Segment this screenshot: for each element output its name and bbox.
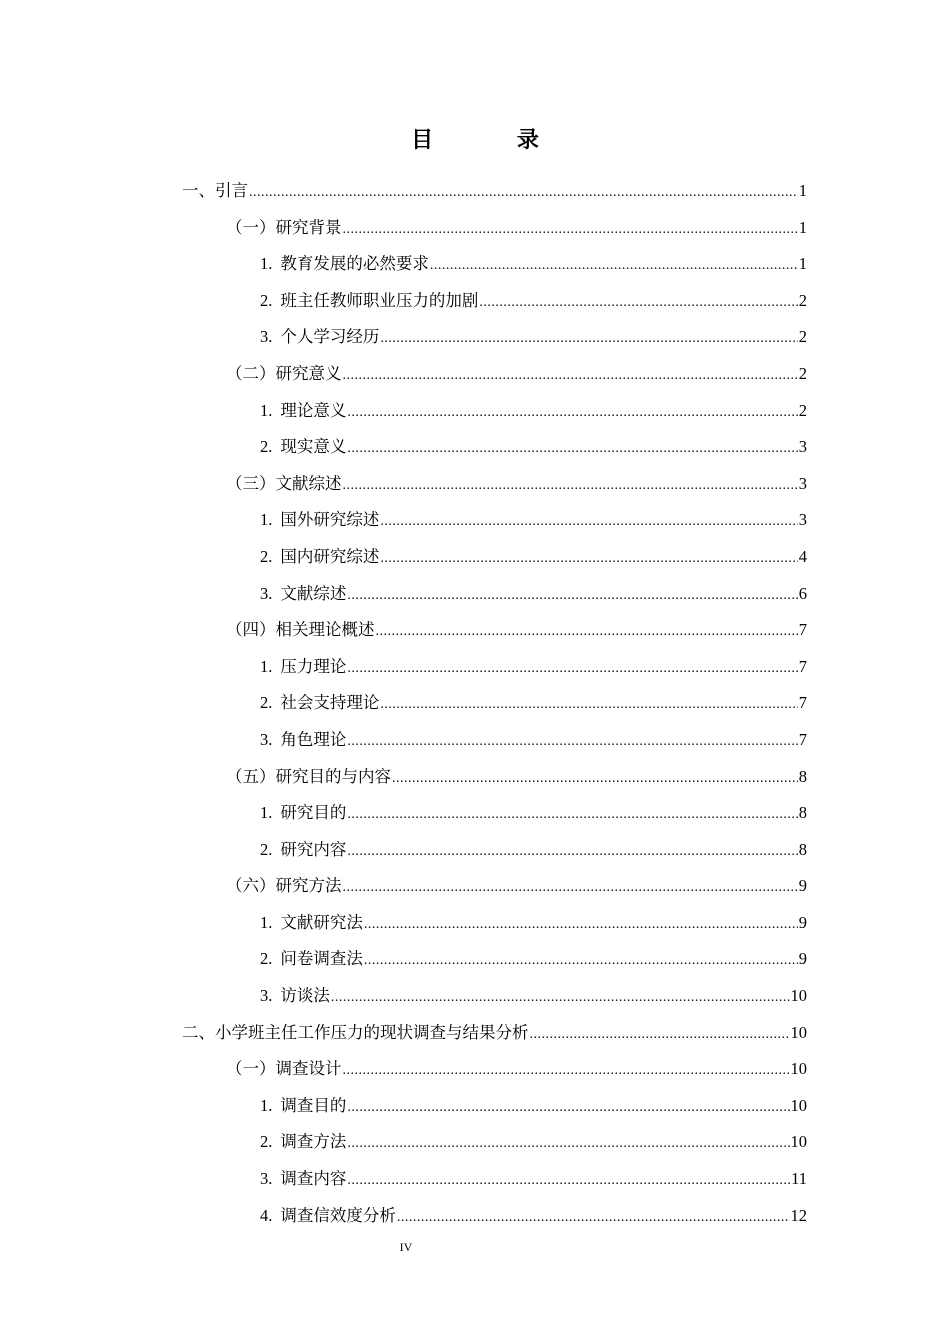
toc-entry-page: 3 [798, 473, 807, 493]
toc-entry-page: 1 [798, 254, 807, 274]
toc-dot-leader [347, 578, 797, 615]
toc-dot-leader [249, 175, 798, 212]
toc-entry-number: 2. [260, 949, 273, 969]
toc-entry[interactable] [182, 539, 807, 576]
toc-entry-label: 调查目的 [280, 1095, 347, 1115]
toc-entry-number: 3. [260, 729, 273, 749]
toc-dot-leader [343, 358, 798, 395]
toc-entry[interactable] [182, 173, 807, 210]
toc-entry-number: 2. [260, 1132, 273, 1152]
toc-dot-leader [530, 1017, 790, 1054]
toc-dot-leader [347, 1090, 789, 1127]
toc-entry-number: 2. [260, 839, 273, 859]
toc-entry-page: 2 [798, 363, 807, 383]
toc-entry-number: 1. [260, 254, 273, 274]
toc-entry-label: （一）调查设计 [226, 1059, 342, 1079]
toc-entry-label: 班主任教师职业压力的加剧 [280, 290, 479, 310]
toc-entry[interactable] [182, 1088, 807, 1125]
toc-entry-label: （三）文献综述 [226, 473, 342, 493]
toc-entry-label: （一）研究背景 [226, 217, 342, 237]
toc-entry[interactable] [182, 868, 807, 905]
toc-dot-leader [347, 1126, 789, 1163]
toc-dot-leader [343, 212, 798, 249]
toc-entry-page: 2 [798, 327, 807, 347]
toc-entry-label: 研究目的 [280, 803, 347, 823]
toc-entry[interactable] [182, 1051, 807, 1088]
toc-entry[interactable] [182, 832, 807, 869]
toc-dot-leader [343, 1053, 790, 1090]
toc-entry-label: 现实意义 [280, 437, 347, 457]
toc-entry-label: （六）研究方法 [226, 876, 342, 896]
toc-entry-label: （五）研究目的与内容 [226, 766, 391, 786]
toc-entry[interactable] [182, 283, 807, 320]
toc-entry[interactable] [182, 393, 807, 430]
toc-dot-leader [343, 468, 798, 505]
toc-entry-page: 11 [791, 1169, 807, 1189]
toc-entry[interactable] [182, 1161, 807, 1198]
toc-entry-page: 6 [798, 583, 807, 603]
toc-entry-number: 2. [260, 437, 273, 457]
toc-entry-page: 10 [790, 1059, 807, 1079]
toc-dot-leader [364, 943, 798, 980]
toc-entry-page: 2 [798, 400, 807, 420]
toc-entry-number: 3. [260, 986, 273, 1006]
toc-entry[interactable] [182, 319, 807, 356]
toc-entry[interactable] [182, 722, 807, 759]
toc-entry[interactable] [182, 466, 807, 503]
toc-entry-label: 教育发展的必然要求 [280, 254, 429, 274]
toc-entry-number: 4. [260, 1205, 273, 1225]
toc-entry-page: 7 [798, 656, 807, 676]
toc-entry-page: 3 [798, 437, 807, 457]
toc-entry-page: 10 [790, 1095, 807, 1115]
toc-entry-page: 8 [798, 839, 807, 859]
toc-dot-leader [380, 321, 797, 358]
toc-dot-leader [430, 248, 798, 285]
toc-entry-label: 国外研究综述 [280, 510, 380, 530]
toc-dot-leader [347, 1163, 790, 1200]
toc-entry[interactable] [182, 978, 807, 1015]
toc-entry-label: （四）相关理论概述 [226, 620, 375, 640]
toc-entry-page: 3 [798, 510, 807, 530]
toc-entry-label: 二、小学班主任工作压力的现状调查与结果分析 [182, 1022, 529, 1042]
toc-entry-number: 1. [260, 400, 273, 420]
toc-dot-leader [380, 687, 797, 724]
footer-page-number: IV [399, 1240, 413, 1254]
toc-entry-label: 问卷调查法 [280, 949, 363, 969]
toc-entry-number: 2. [260, 546, 273, 566]
toc-entry-label: 研究内容 [280, 839, 347, 859]
toc-entry-label: （二）研究意义 [226, 363, 342, 383]
toc-entry-number: 1. [260, 656, 273, 676]
toc-entry[interactable] [182, 246, 807, 283]
page-title: 目 录 [411, 127, 577, 153]
toc-entry[interactable] [182, 649, 807, 686]
toc-dot-leader [347, 724, 797, 761]
table-of-contents [182, 173, 807, 1234]
toc-entry-label: 压力理论 [280, 656, 347, 676]
toc-entry-page: 9 [798, 912, 807, 932]
toc-entry-label: 调查内容 [280, 1169, 347, 1189]
toc-dot-leader [347, 797, 797, 834]
toc-dot-leader [331, 980, 790, 1017]
toc-entry-page: 10 [790, 1022, 807, 1042]
toc-entry-label: 理论意义 [280, 400, 347, 420]
toc-entry[interactable] [182, 1198, 807, 1235]
toc-entry-label: 个人学习经历 [280, 327, 380, 347]
toc-entry-number: 1. [260, 510, 273, 530]
toc-entry-label: 国内研究综述 [280, 546, 380, 566]
toc-entry-number: 1. [260, 803, 273, 823]
toc-entry[interactable] [182, 612, 807, 649]
toc-entry-number: 3. [260, 1169, 273, 1189]
toc-entry-page: 10 [790, 1132, 807, 1152]
toc-entry-page: 9 [798, 876, 807, 896]
toc-entry[interactable] [182, 795, 807, 832]
toc-entry-page: 7 [798, 693, 807, 713]
toc-entry-label: 社会支持理论 [280, 693, 380, 713]
toc-entry[interactable] [182, 502, 807, 539]
toc-entry-number: 3. [260, 583, 273, 603]
toc-entry-page: 4 [798, 546, 807, 566]
toc-entry-page: 8 [798, 803, 807, 823]
toc-entry[interactable] [182, 576, 807, 613]
toc-entry-number: 2. [260, 693, 273, 713]
toc-entry[interactable] [182, 429, 807, 466]
toc-dot-leader [376, 614, 798, 651]
toc-dot-leader [347, 395, 797, 432]
toc-entry-label: 一、引言 [182, 181, 248, 200]
toc-entry[interactable] [182, 1124, 807, 1161]
toc-entry-label: 文献综述 [280, 583, 347, 603]
toc-dot-leader [397, 1200, 790, 1237]
toc-entry-number: 2. [260, 290, 273, 310]
toc-entry-label: 访谈法 [280, 986, 330, 1006]
toc-entry-page: 7 [798, 729, 807, 749]
toc-entry[interactable] [182, 905, 807, 942]
toc-entry[interactable] [182, 941, 807, 978]
toc-entry-page: 7 [798, 620, 807, 640]
toc-dot-leader [347, 651, 797, 688]
toc-dot-leader [380, 541, 797, 578]
toc-entry-label: 角色理论 [280, 729, 347, 749]
toc-entry-page: 1 [798, 181, 807, 200]
toc-entry[interactable] [182, 685, 807, 722]
toc-entry-number: 1. [260, 1095, 273, 1115]
toc-dot-leader [347, 834, 797, 871]
toc-entry-label: 调查方法 [280, 1132, 347, 1152]
toc-dot-leader [364, 907, 798, 944]
toc-entry-page: 8 [798, 766, 807, 786]
toc-entry[interactable] [182, 1015, 807, 1052]
toc-entry[interactable] [182, 210, 807, 247]
toc-dot-leader [392, 761, 798, 798]
toc-entry-label: 调查信效度分析 [280, 1205, 396, 1225]
toc-entry[interactable] [182, 356, 807, 393]
toc-dot-leader [479, 285, 797, 322]
toc-entry-label: 文献研究法 [280, 912, 363, 932]
toc-entry-page: 1 [798, 217, 807, 237]
toc-entry-number: 1. [260, 912, 273, 932]
toc-dot-leader [347, 431, 797, 468]
toc-entry-page: 2 [798, 290, 807, 310]
toc-dot-leader [343, 870, 798, 907]
toc-entry-page: 10 [790, 986, 807, 1006]
toc-entry-page: 9 [798, 949, 807, 969]
toc-entry-page: 12 [790, 1205, 807, 1225]
toc-entry-number: 3. [260, 327, 273, 347]
toc-dot-leader [380, 504, 797, 541]
toc-entry[interactable] [182, 759, 807, 796]
